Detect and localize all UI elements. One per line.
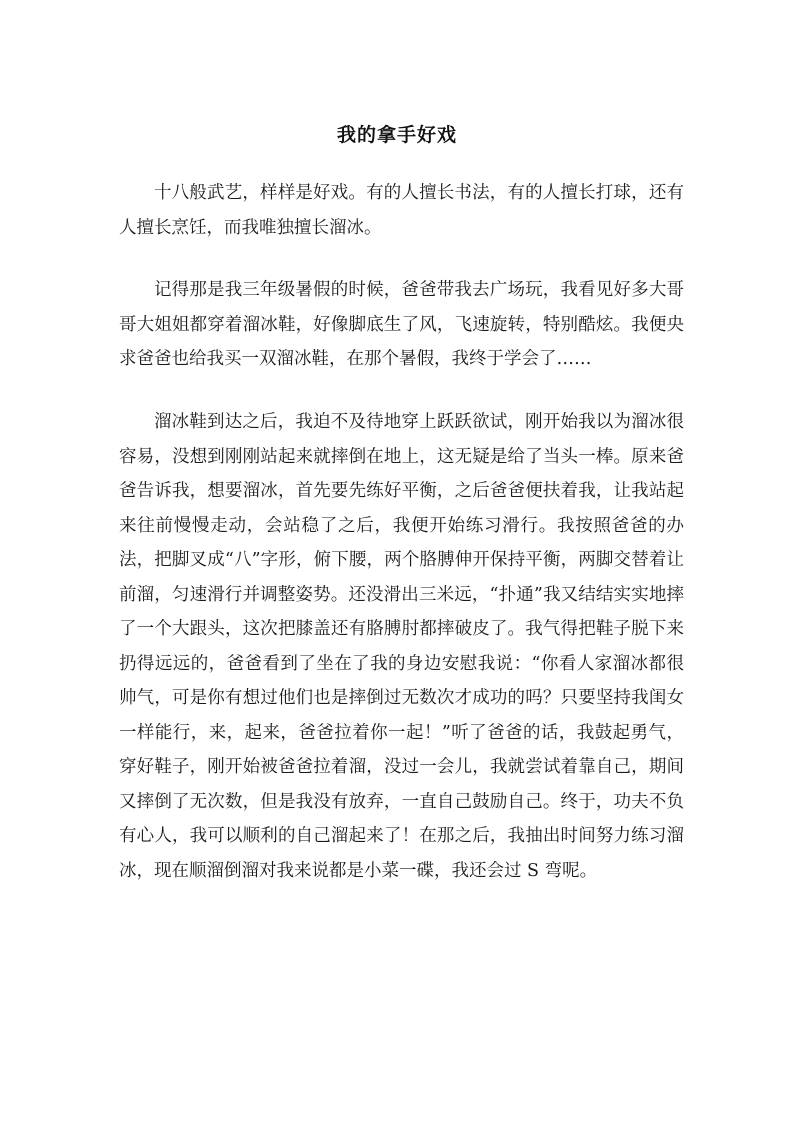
paragraph-2: 记得那是我三年级暑假的时候，爸爸带我去广场玩，我看见好多大哥哥大姐姐都穿着溜冰鞋，好像脚底生了风，飞速旋转，特别酷炫。我便央求爸爸也给我买一双溜冰鞋，在那个暑假，我终于学会了…… — [119, 280, 684, 369]
paragraph-1: 十八般武艺，样样是好戏。有的人擅长书法，有的人擅长打球，还有人擅长烹饪，而我唯独擅长溜冰。 — [119, 183, 684, 238]
paragraph-3: 溜冰鞋到达之后，我迫不及待地穿上跃跃欲试，刚开始我以为溜冰很容易，没想到刚刚站起来就摔倒在地上，这无疑是给了当头一棒。原来爸爸告诉我，想要溜冰，首先要先练好平衡，之后爸爸便扶着我，让我站起来往前慢慢走动，会站稳了之后，我便开始练习滑行。我按照爸爸的办法，把脚叉成“八”字形，俯下腰，两个胳膊伸开保持平衡，两脚交替着让前溜，匀速滑行并调整姿势。还没滑出三米远，“扑通”我又结结实实地摔了一个大跟头，这次把膝盖还有胳膊肘都摔破皮了。我气得把鞋子脱下来扔得远远的，爸爸看到了坐在了我的身边安慰我说：“你看人家溜冰都很帅气，可是你有想过他们也是摔倒过无数次才成功的吗？只要坚持我闺女一样能行，来，起来，爸爸拉着你一起！”听了爸爸的话，我鼓起勇气，穿好鞋子，刚开始被爸爸拉着溜，没过一会儿，我就尝试着靠自己，期间又摔倒了无次数，但是我没有放弃，一直自己鼓励自己。终于，功夫不负有心人，我可以顺利的自己溜起来了！在那之后，我抽出时间努力练习溜冰，现在顺溜倒溜对我来说都是小菜一碟，我还会过 S 弯呢。 — [119, 412, 684, 881]
essay-title: 我的拿手好戏 — [336, 124, 457, 146]
